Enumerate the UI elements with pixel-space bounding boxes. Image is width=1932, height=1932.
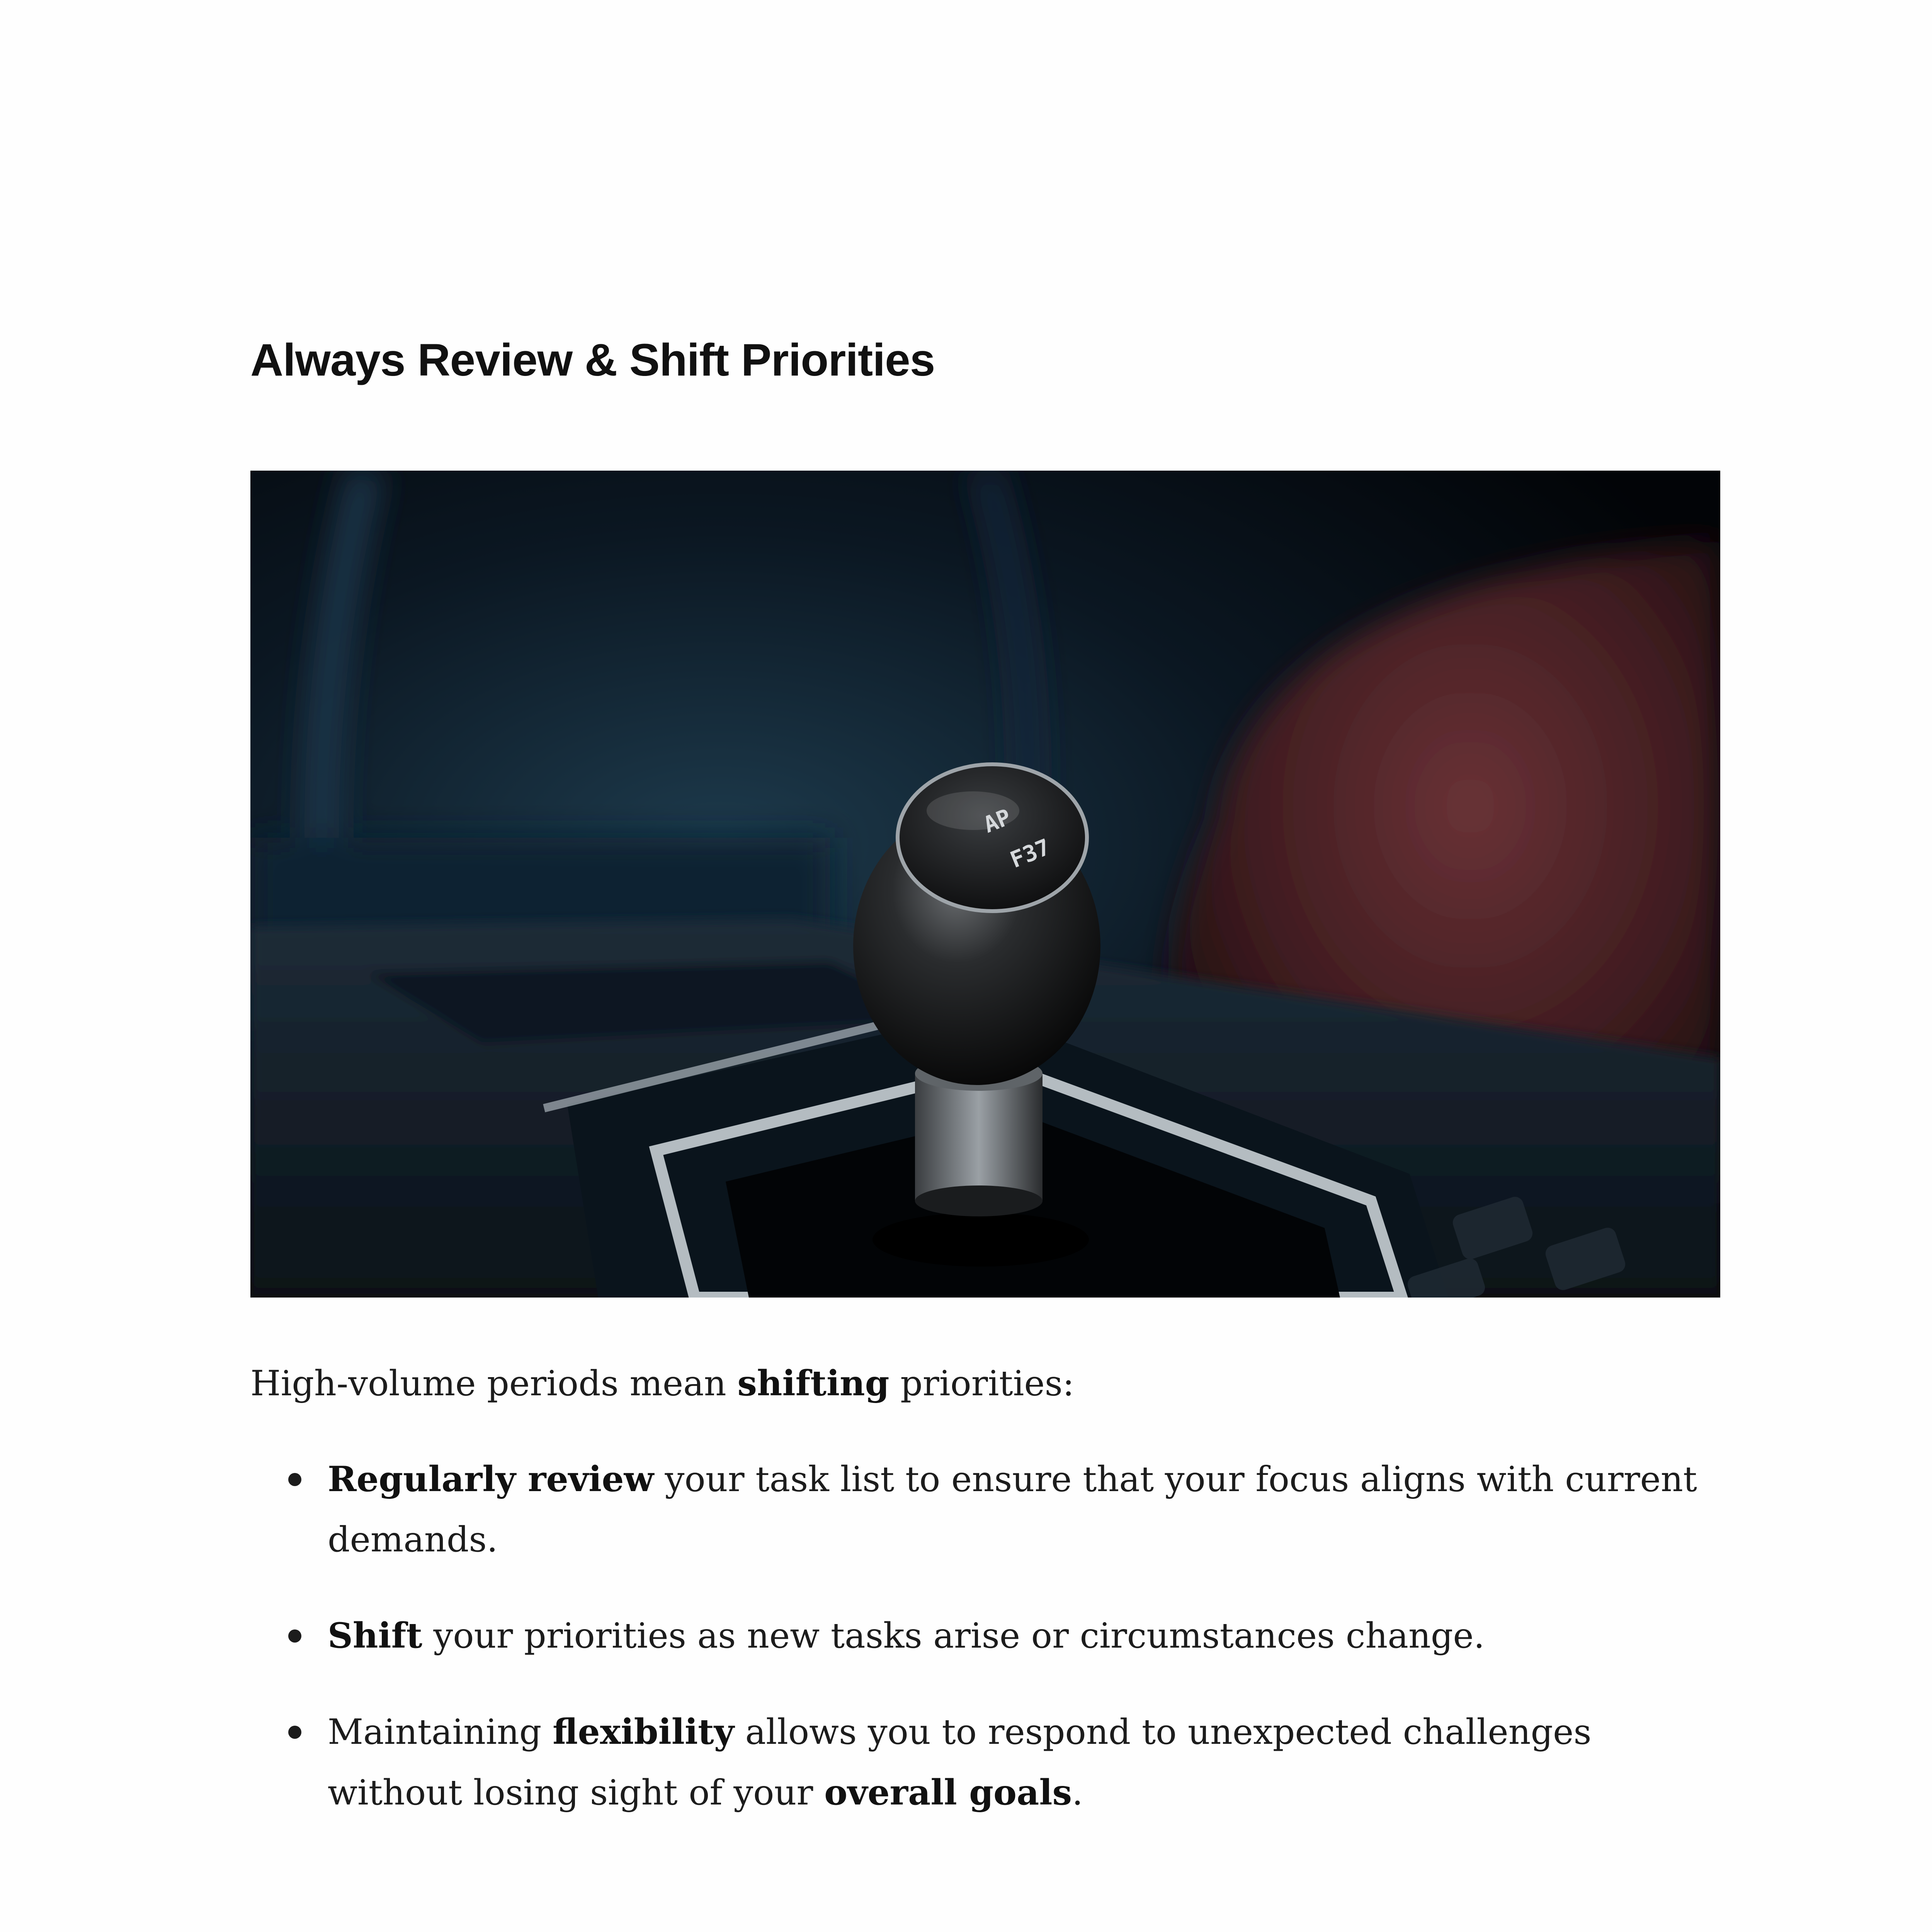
list-item: Regularly review your task list to ensure that your focus aligns with current demands.	[250, 1449, 1730, 1570]
list-item: Shift your priorities as new tasks arise or circumstances change.	[250, 1605, 1730, 1666]
bullet-icon	[288, 1726, 301, 1739]
list-item: Maintaining flexibility allows you to respond to unexpected challenges without losing sight of your overall goals.	[250, 1702, 1730, 1823]
knob-label-top: AP	[980, 803, 1015, 838]
knob-label-bottom: F37	[1006, 833, 1054, 873]
bullet-icon	[288, 1629, 301, 1643]
intro-paragraph: High-volume periods mean shifting priorities:	[250, 1363, 1075, 1404]
page-title: Always Review & Shift Priorities	[250, 335, 935, 386]
priorities-list	[250, 1449, 1730, 1859]
bullet-icon	[288, 1473, 301, 1486]
gear-shift-photo	[250, 471, 1720, 1298]
